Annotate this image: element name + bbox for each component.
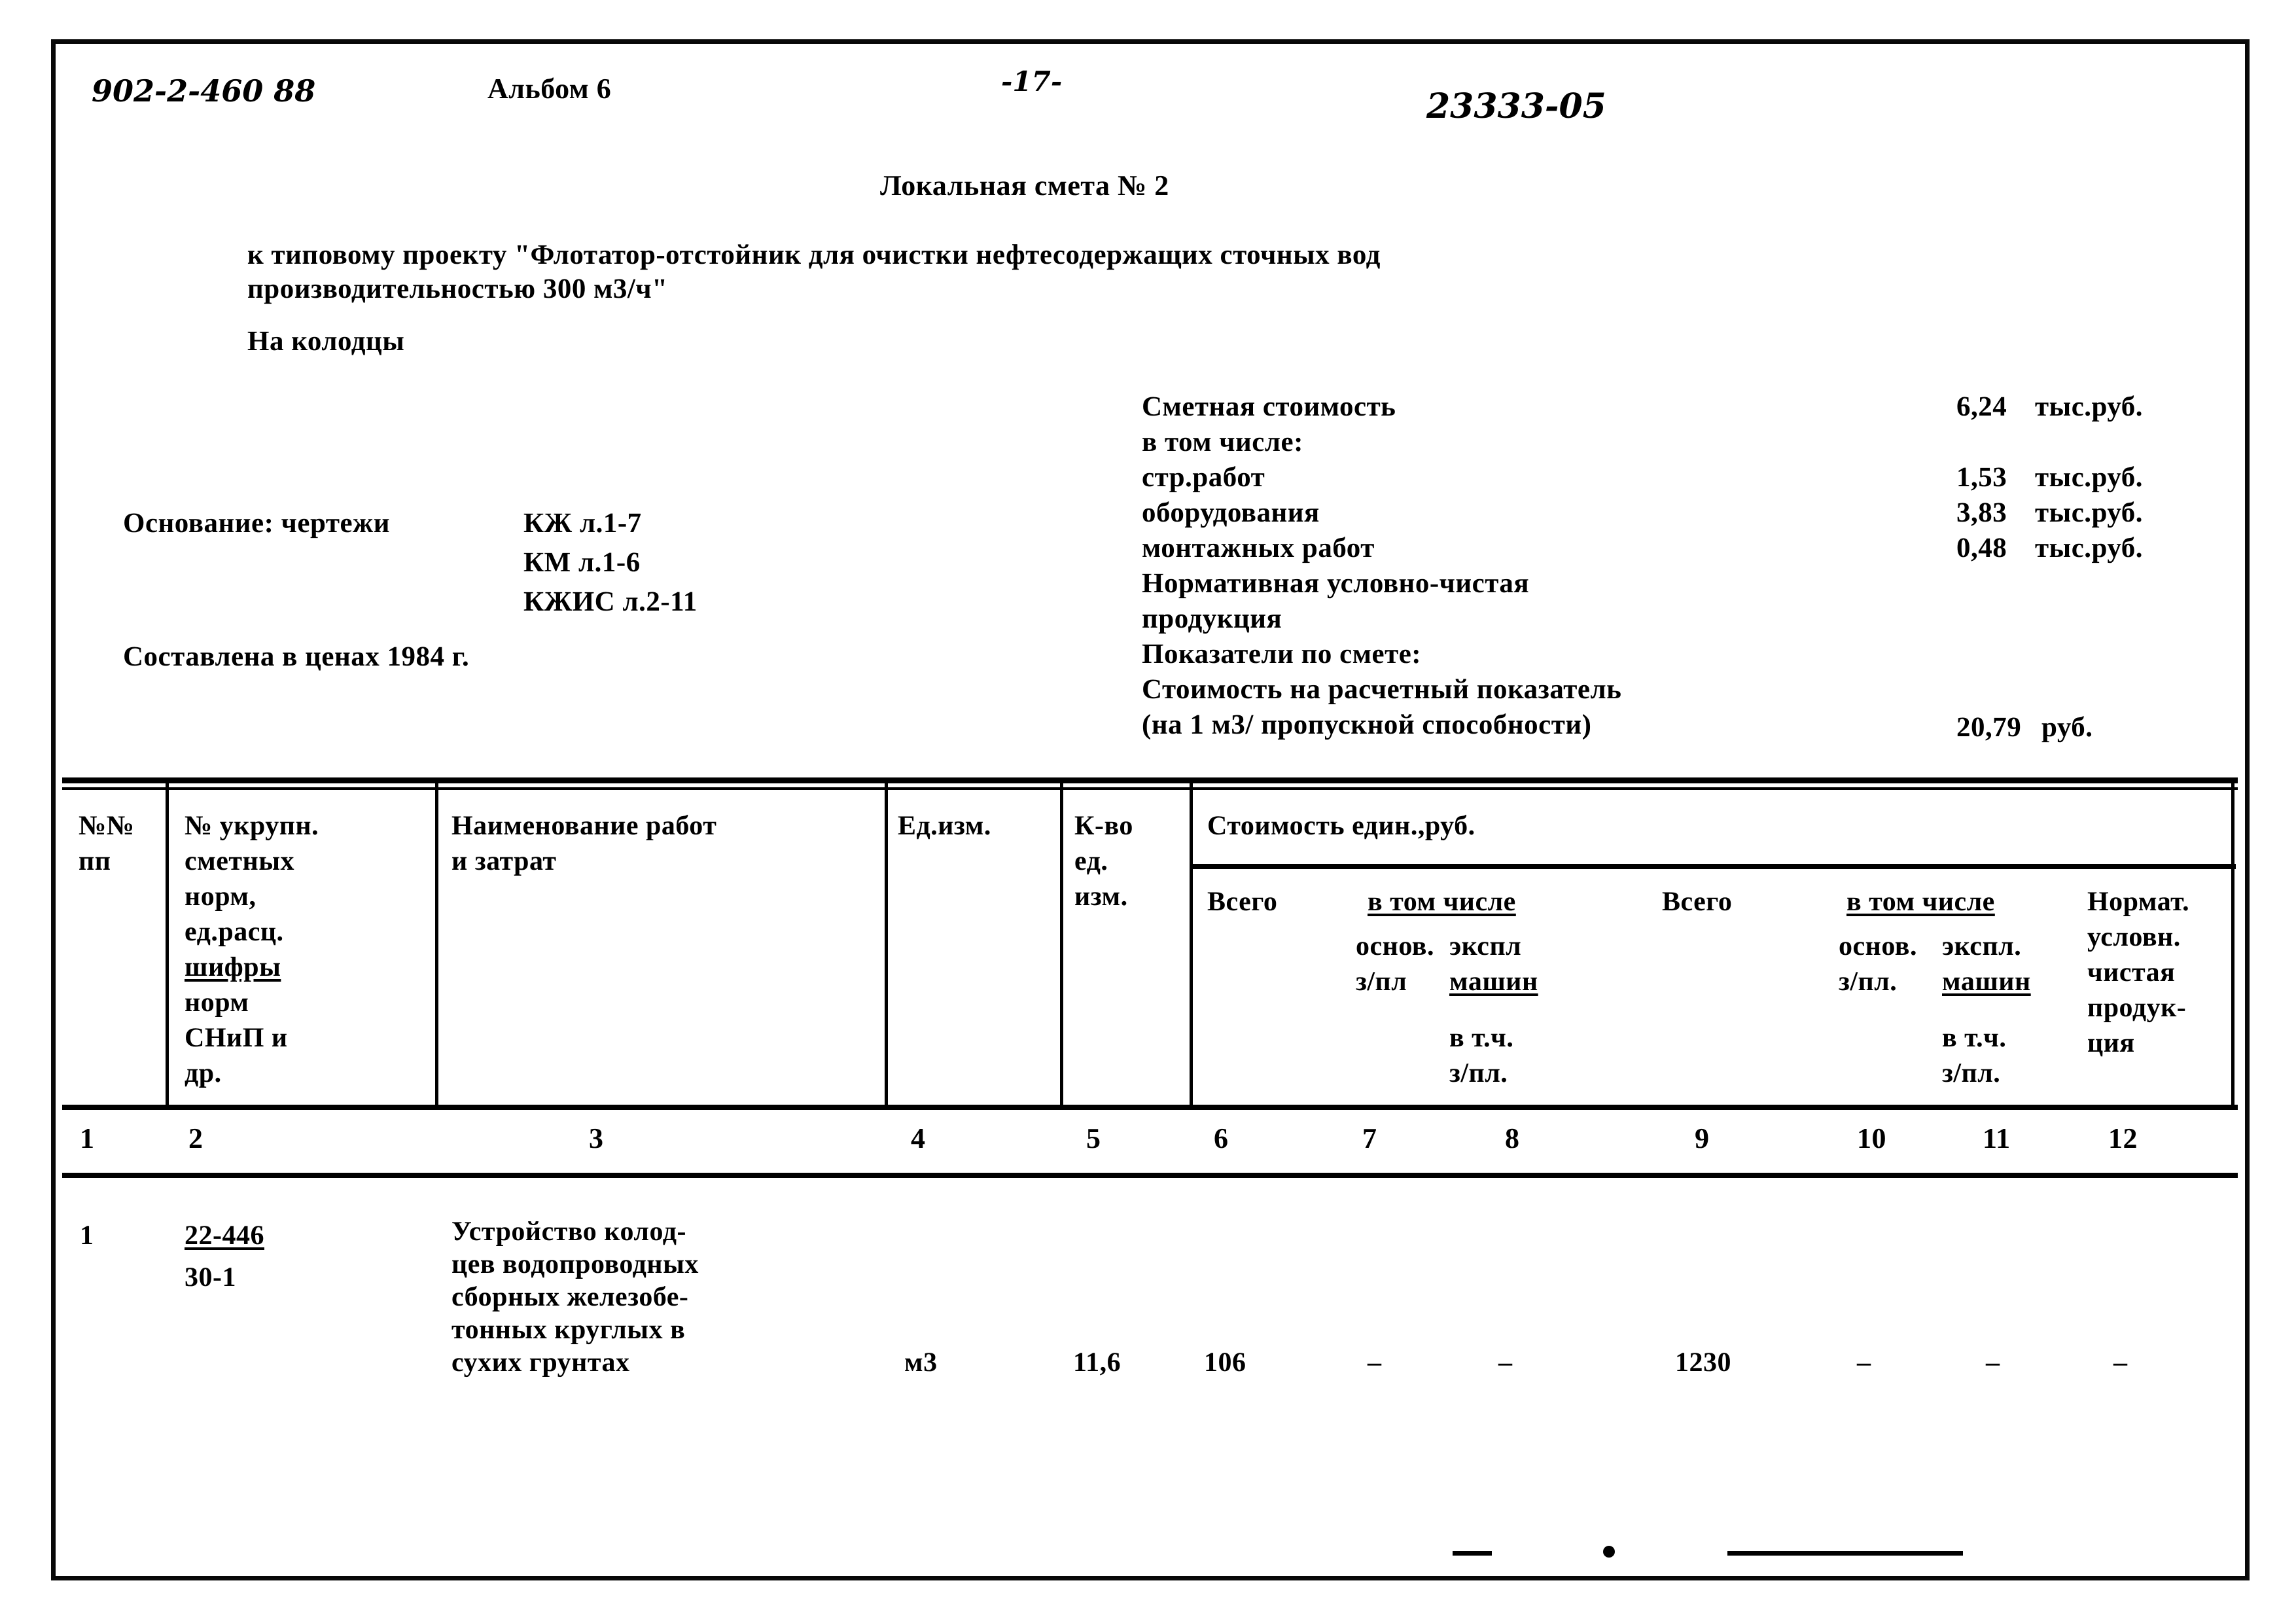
- summary-label-4: монтажных работ: [1142, 533, 1375, 563]
- basis-ref-1: КЖ л.1-7: [523, 508, 642, 539]
- header-col5-line3: изм.: [1074, 882, 1128, 912]
- header-col12-line1: Нормат.: [2087, 887, 2190, 917]
- row-1-quantity: 11,6: [1073, 1347, 1122, 1378]
- row-1-description-line-2: цев водопроводных: [451, 1249, 699, 1279]
- summary-value-3: 3,83: [1956, 497, 2007, 528]
- header-col2-line2: сметных: [185, 846, 295, 876]
- page-border-frame: [51, 39, 2250, 1580]
- row-1-description-line-4: тонных круглых в: [451, 1315, 686, 1345]
- column-number-6: 6: [1214, 1122, 1229, 1154]
- footer-tick-right: [1727, 1551, 1963, 1556]
- summary-unit-2: тыс.руб.: [2035, 462, 2144, 493]
- row-1-norm-code-2: 30-1: [185, 1262, 236, 1293]
- header-col2-line4: ед.расц.: [185, 917, 284, 947]
- header-col8-line4: в т.ч.: [1449, 1023, 1514, 1053]
- header-col4-line1: Ед.изм.: [898, 811, 991, 841]
- summary-value-0: 6,24: [1956, 391, 2007, 422]
- header-col5-line1: К-во: [1074, 811, 1133, 841]
- row-1-unit: м3: [904, 1347, 938, 1378]
- basis-label: Основание: чертежи: [123, 508, 391, 539]
- header-col8-line2: машин: [1449, 967, 1538, 997]
- page-number: -17-: [1001, 65, 1063, 98]
- summary-label-5: Нормативная условно-чистая: [1142, 568, 1530, 599]
- column-number-10: 10: [1857, 1122, 1886, 1154]
- document-title: Локальная смета № 2: [880, 169, 1169, 202]
- header-col2-line1: № укрупн.: [185, 811, 319, 841]
- column-number-1: 1: [80, 1122, 95, 1154]
- header-col7-line1: основ.: [1356, 931, 1434, 961]
- footer-dot: [1603, 1546, 1615, 1558]
- unit-cost-group-rule: [1192, 864, 2236, 869]
- column-number-8: 8: [1505, 1122, 1520, 1154]
- basis-ref-2: КМ л.1-6: [523, 547, 641, 578]
- footer-tick-left: [1453, 1551, 1492, 1556]
- summary-label-1: в том числе:: [1142, 427, 1303, 457]
- row-1-unit-basic-wage: –: [1368, 1347, 1382, 1378]
- summary-unit-9: руб.: [2041, 712, 2093, 743]
- column-number-rule: [62, 1173, 2238, 1178]
- subtitle-line-1: к типовому проекту "Флотатор-отстойник для очистки нефтесодержащих сточных вод: [247, 240, 1381, 270]
- header-col11-line2: машин: [1942, 967, 2031, 997]
- object-label: На колодцы: [247, 326, 405, 357]
- col-divider-2: [435, 783, 438, 1105]
- summary-value-2: 1,53: [1956, 462, 2007, 493]
- column-number-2: 2: [188, 1122, 203, 1154]
- header-col7-8-group: в том числе: [1368, 887, 1516, 917]
- subtitle-line-2: производительностью 300 м3/ч": [247, 274, 668, 304]
- header-col11-line4: в т.ч.: [1942, 1023, 2007, 1053]
- summary-label-6: продукция: [1142, 603, 1282, 634]
- summary-unit-4: тыс.руб.: [2035, 533, 2144, 563]
- row-1-number: 1: [80, 1221, 94, 1251]
- header-col12-line2: условн.: [2087, 922, 2181, 952]
- row-1-description-line-3: сборных железобе-: [451, 1282, 689, 1312]
- header-col1-line1: №№: [79, 811, 135, 841]
- header-unit-cost-group: Стоимость един.,руб.: [1207, 811, 1475, 841]
- header-col5-line2: ед.: [1074, 846, 1108, 876]
- summary-unit-0: тыс.руб.: [2035, 391, 2144, 422]
- prices-note: Составлена в ценах 1984 г.: [123, 641, 470, 672]
- row-1-net-product: –: [2113, 1347, 2128, 1378]
- col-divider-3: [885, 783, 888, 1105]
- header-col2-line8: др.: [185, 1058, 222, 1088]
- header-col2-line5: шифры: [185, 952, 281, 982]
- summary-unit-3: тыс.руб.: [2035, 497, 2144, 528]
- summary-value-4: 0,48: [1956, 533, 2007, 563]
- row-1-unit-machine: –: [1498, 1347, 1513, 1378]
- column-number-3: 3: [589, 1122, 604, 1154]
- row-1-description-line-5: сухих грунтах: [451, 1347, 630, 1378]
- header-col2-line7: СНиП и: [185, 1023, 288, 1053]
- header-col12-line4: продук-: [2087, 993, 2187, 1023]
- header-col10-line2: з/пл.: [1839, 967, 1898, 997]
- header-col3-line1: Наименование работ: [451, 811, 717, 841]
- col-divider-5: [1190, 783, 1193, 1105]
- column-number-5: 5: [1086, 1122, 1101, 1154]
- header-col11-line1: экспл.: [1942, 931, 2022, 961]
- summary-label-2: стр.работ: [1142, 462, 1265, 493]
- summary-value-9: 20,79: [1956, 712, 2022, 743]
- basis-ref-3: КЖИС л.2-11: [523, 586, 698, 617]
- col-divider-4: [1060, 783, 1063, 1105]
- row-1-description-line-1: Устройство колод-: [451, 1217, 686, 1247]
- col-divider-1: [166, 783, 169, 1105]
- table-header-bottom-rule: [62, 1105, 2238, 1110]
- col-divider-12: [2231, 783, 2234, 1105]
- column-number-9: 9: [1695, 1122, 1710, 1154]
- table-top-rule: [62, 777, 2238, 783]
- header-col8-line5: з/пл.: [1449, 1058, 1508, 1088]
- summary-label-8: Стоимость на расчетный показатель: [1142, 674, 1622, 705]
- header-col6-line1: Всего: [1207, 887, 1278, 917]
- header-col9-line1: Всего: [1662, 887, 1733, 917]
- header-col10-11-group: в том числе: [1846, 887, 1995, 917]
- summary-label-3: оборудования: [1142, 497, 1320, 528]
- header-col12-line5: ция: [2087, 1028, 2135, 1058]
- table-top-rule-thin: [62, 787, 2238, 790]
- header-col11-line5: з/пл.: [1942, 1058, 2001, 1088]
- header-col2-line6: норм: [185, 988, 249, 1018]
- summary-label-7: Показатели по смете:: [1142, 639, 1422, 669]
- column-number-12: 12: [2108, 1122, 2138, 1154]
- row-1-total: 1230: [1675, 1347, 1731, 1378]
- summary-label-0: Сметная стоимость: [1142, 391, 1396, 422]
- column-number-4: 4: [911, 1122, 926, 1154]
- row-1-norm-code: 22-446: [185, 1221, 264, 1251]
- header-col8-line1: экспл: [1449, 931, 1522, 961]
- header-col1-line2: пп: [79, 846, 111, 876]
- header-col2-line3: норм,: [185, 882, 256, 912]
- header-col12-line3: чистая: [2087, 957, 2176, 988]
- header-col10-line1: основ.: [1839, 931, 1917, 961]
- summary-label-9: (на 1 м3/ пропускной способности): [1142, 709, 1592, 740]
- row-1-total-machine: –: [1986, 1347, 2000, 1378]
- archive-code: 23333-05: [1426, 86, 1606, 126]
- row-1-unit-total: 106: [1204, 1347, 1246, 1378]
- column-number-7: 7: [1362, 1122, 1377, 1154]
- album-label: Альбом 6: [487, 73, 612, 105]
- column-number-11: 11: [1983, 1122, 2011, 1154]
- row-1-total-basic-wage: –: [1857, 1347, 1871, 1378]
- series-code: 902-2-460 88: [92, 73, 316, 109]
- header-col3-line2: и затрат: [451, 846, 557, 876]
- header-col7-line2: з/пл: [1356, 967, 1407, 997]
